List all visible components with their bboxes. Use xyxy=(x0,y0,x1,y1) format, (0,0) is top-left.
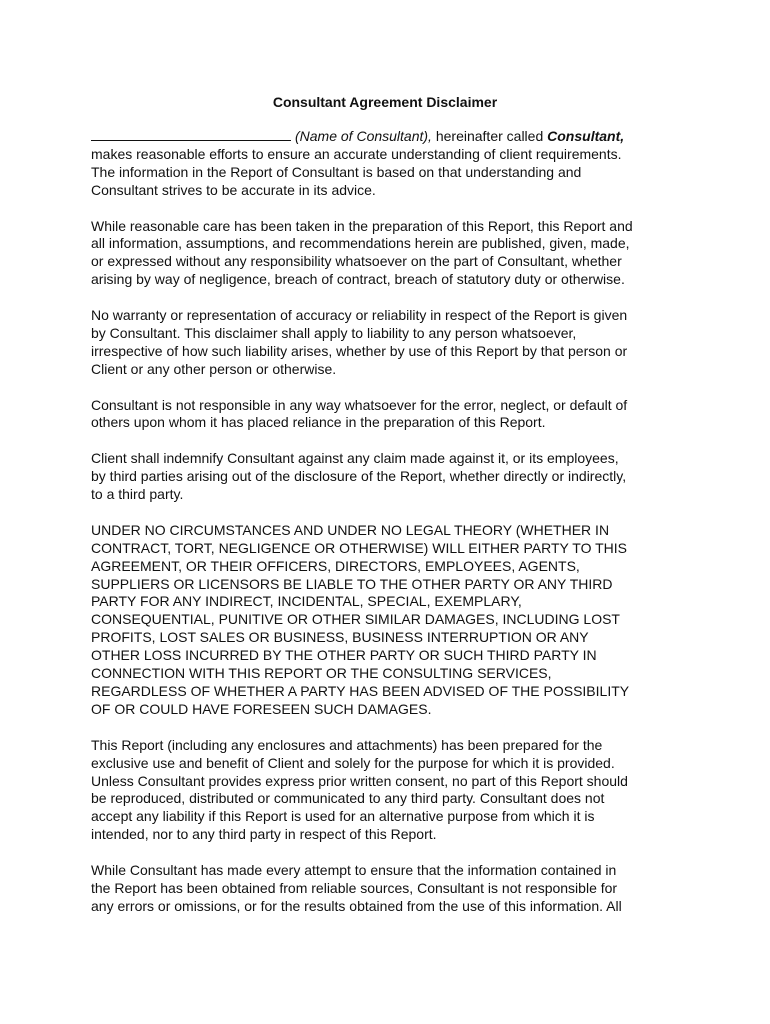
page-title: Consultant Agreement Disclaimer xyxy=(272,94,498,110)
paragraph-line: arising by way of negligence, breach of contract, breach of statutory duty or otherwise. xyxy=(91,271,625,288)
paragraph-line: OTHER LOSS INCURRED BY THE OTHER PARTY OR SUCH THIRD PARTY IN xyxy=(91,647,597,664)
paragraph-line: PROFITS, LOST SALES OR BUSINESS, BUSINESS INTERRUPTION OR ANY xyxy=(91,629,589,646)
paragraph-line: accept any liability if this Report is used for an alternative purpose from which it is xyxy=(91,808,595,825)
paragraph-line: REGARDLESS OF WHETHER A PARTY HAS BEEN ADVISED OF THE POSSIBILITY xyxy=(91,683,630,700)
paragraph-line: Consultant is not responsible in any way whatsoever for the error, neglect, or default of xyxy=(91,396,628,413)
paragraph-line: or expressed without any responsibility whatsoever on the part of Consultant, whether xyxy=(91,253,622,270)
paragraph-line: by Consultant. This disclaimer shall apply to liability to any person whatsoever, xyxy=(91,324,577,341)
intro-first-line xyxy=(91,127,681,146)
paragraph-line: No warranty or representation of accuracy or reliability in respect of the Report is given xyxy=(91,307,628,324)
paragraph-limitation-of-liability xyxy=(91,522,681,719)
paragraph-line: makes reasonable efforts to ensure an accurate understanding of client requirements. xyxy=(91,145,622,162)
paragraph-line: intended, nor to any third party in respect of this Report. xyxy=(91,826,437,843)
paragraph-line: CONTRACT, TORT, NEGLIGENCE OR OTHERWISE) WILL EITHER PARTY TO THIS xyxy=(91,539,627,556)
name-placeholder: (Name of Consultant), xyxy=(295,128,432,144)
paragraph-line: others upon whom it has placed reliance in the preparation of this Report. xyxy=(91,414,546,431)
paragraph-line: Consultant strives to be accurate in its advice. xyxy=(91,181,376,198)
paragraph-line: the Report has been obtained from reliable sources, Consultant is not responsible for xyxy=(91,879,618,896)
paragraph-line: Unless Consultant provides express prior written consent, no part of this Report should xyxy=(91,772,628,789)
paragraph-not-responsible xyxy=(91,397,681,433)
paragraph-line: AGREEMENT, OR THEIR OFFICERS, DIRECTORS, EMPLOYEES, AGENTS, xyxy=(91,557,580,574)
paragraph-line: exclusive use and benefit of Client and solely for the purpose for which it is provided. xyxy=(91,754,615,771)
paragraph-no-warranty xyxy=(91,307,681,379)
paragraph-line: While reasonable care has been taken in the preparation of this Report, this Report and xyxy=(91,217,633,234)
paragraph-line: any errors or omissions, or for the results obtained from the use of this information. All xyxy=(91,897,622,914)
paragraph-reasonable-care xyxy=(91,218,681,290)
paragraph-line: UNDER NO CIRCUMSTANCES AND UNDER NO LEGAL THEORY (WHETHER IN xyxy=(91,521,610,538)
paragraph-line: While Consultant has made every attempt to ensure that the information contained in xyxy=(91,862,617,879)
paragraph-line: irrespective of how such liability arises, whether by use of this Report by that person or xyxy=(91,342,628,359)
paragraph-indemnify xyxy=(91,450,681,504)
paragraph-line: Client shall indemnify Consultant against any claim made against it, or its employees, xyxy=(91,450,619,467)
intro-paragraph xyxy=(91,127,681,200)
paragraph-line: Client or any other person or otherwise. xyxy=(91,360,337,377)
paragraph-line: all information, assumptions, and recommendations herein are published, given, made, xyxy=(91,235,630,252)
paragraph-line: PARTY FOR ANY INDIRECT, INCIDENTAL, SPECIAL, EXEMPLARY, xyxy=(91,593,522,610)
paragraph-exclusive-use xyxy=(91,737,681,844)
paragraph-line: CONSEQUENTIAL, PUNITIVE OR OTHER SIMILAR DAMAGES, INCLUDING LOST xyxy=(91,611,620,628)
paragraph-line: OF OR COULD HAVE FORESEEN SUCH DAMAGES. xyxy=(91,700,432,717)
paragraph-line: This Report (including any enclosures and attachments) has been prepared for the xyxy=(91,736,603,753)
document-body xyxy=(91,127,681,934)
paragraph-line: be reproduced, distributed or communicated to any third party. Consultant does not xyxy=(91,790,605,807)
consultant-name-blank[interactable] xyxy=(91,127,291,141)
paragraph-reliable-sources xyxy=(91,862,681,916)
paragraph-line: to a third party. xyxy=(91,486,184,503)
paragraph-line: The information in the Report of Consultant is based on that understanding and xyxy=(91,163,582,180)
paragraph-line: CONNECTION WITH THIS REPORT OR THE CONSULTING SERVICES, xyxy=(91,665,552,682)
paragraph-line: SUPPLIERS OR LICENSORS BE LIABLE TO THE OTHER PARTY OR ANY THIRD xyxy=(91,575,613,592)
hereinafter-text: hereinafter called xyxy=(431,128,548,144)
defined-term: Consultant, xyxy=(547,128,625,144)
paragraph-line: by third parties arising out of the disclosure of the Report, whether directly or indirectly, xyxy=(91,468,627,485)
